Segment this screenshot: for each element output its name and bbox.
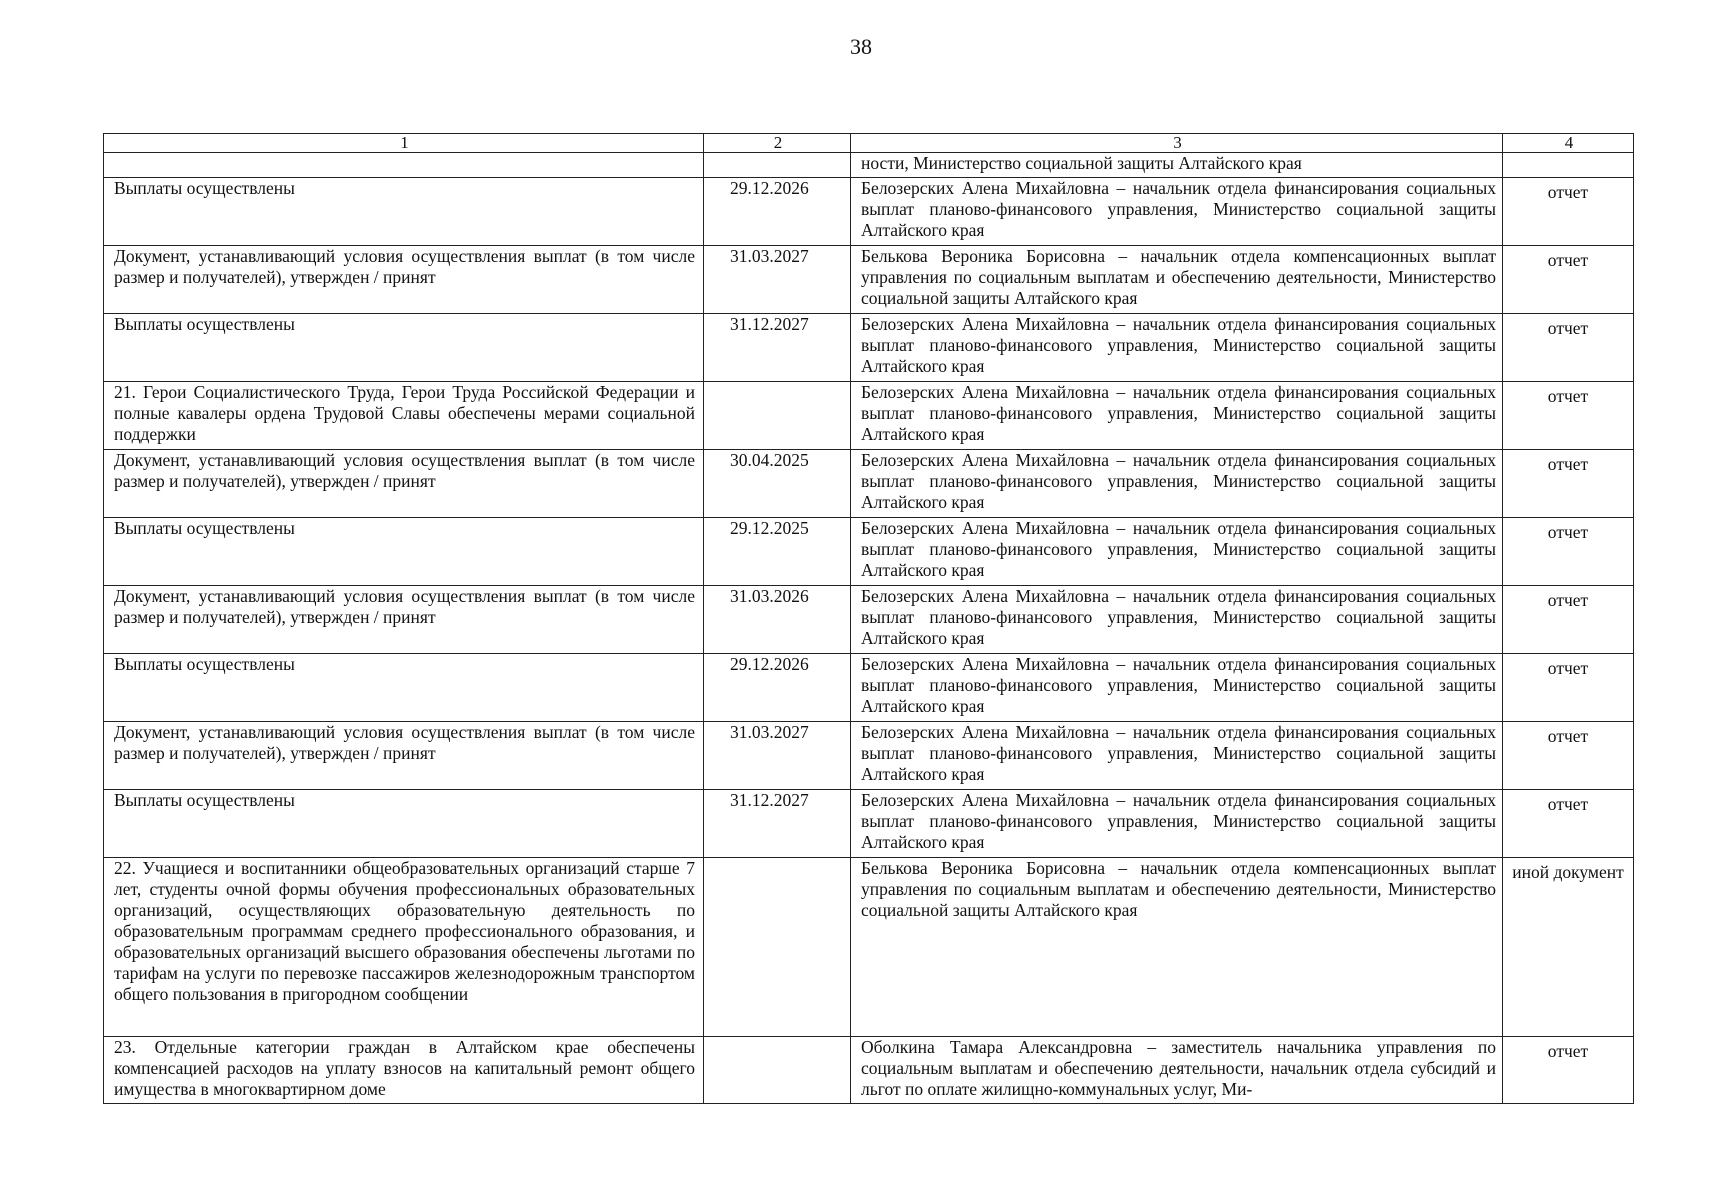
responsible-cell: Белозерских Алена Михайловна – начальник отдела финансирования социальных выплат планово-финансового управления, Министерство социальной защиты Алтайского края xyxy=(851,722,1503,790)
table-row xyxy=(104,790,1634,858)
date-cell xyxy=(704,382,851,450)
date-cell: 29.12.2025 xyxy=(704,518,851,586)
responsible-cell: Белозерских Алена Михайловна – начальник отдела финансирования социальных выплат планово-финансового управления, Министерство социальной защиты Алтайского края xyxy=(851,790,1503,858)
document-type-cell: отчет xyxy=(1503,382,1634,450)
section-title-cell: 23. Отдельные категории граждан в Алтайском крае обеспечены компенсацией расходов на уплату взносов на капитальный ремонт общего имущества в многоквартирном доме xyxy=(104,1037,704,1104)
task-cell: Выплаты осуществлены xyxy=(104,518,704,586)
column-number: 2 xyxy=(704,134,851,153)
date-cell: 31.03.2027 xyxy=(704,246,851,314)
table-row xyxy=(104,314,1634,382)
table-row xyxy=(104,450,1634,518)
date-cell xyxy=(704,858,851,1037)
document-type-cell: отчет xyxy=(1503,654,1634,722)
table-row xyxy=(104,518,1634,586)
document-type-cell xyxy=(1503,153,1634,178)
date-cell: 29.12.2026 xyxy=(704,178,851,246)
task-cell: Документ, устанавливающий условия осуществления выплат (в том числе размер и получателей), утвержден / принят xyxy=(104,450,704,518)
table-row xyxy=(104,654,1634,722)
document-type-cell: иной документ xyxy=(1503,858,1634,1037)
section-row xyxy=(104,382,1634,450)
document-type-cell: отчет xyxy=(1503,722,1634,790)
task-cell: Выплаты осуществлены xyxy=(104,790,704,858)
responsible-cell: Белозерских Алена Михайловна – начальник отдела финансирования социальных выплат планово-финансового управления, Министерство социальной защиты Алтайского края xyxy=(851,178,1503,246)
section-row xyxy=(104,1037,1634,1104)
column-number: 3 xyxy=(851,134,1503,153)
document-type-cell: отчет xyxy=(1503,790,1634,858)
responsible-cell: Белозерских Алена Михайловна – начальник отдела финансирования социальных выплат планово-финансового управления, Министерство социальной защиты Алтайского края xyxy=(851,450,1503,518)
document-type-cell: отчет xyxy=(1503,314,1634,382)
date-cell xyxy=(704,1037,851,1104)
responsible-cell: Белозерских Алена Михайловна – начальник отдела финансирования социальных выплат планово-финансового управления, Министерство социальной защиты Алтайского края xyxy=(851,518,1503,586)
task-cell xyxy=(104,153,704,178)
table-row xyxy=(104,722,1634,790)
document-type-cell: отчет xyxy=(1503,518,1634,586)
task-cell: Документ, устанавливающий условия осуществления выплат (в том числе размер и получателей), утвержден / принят xyxy=(104,246,704,314)
table-row xyxy=(104,246,1634,314)
responsible-cell: Белькова Вероника Борисовна – начальник отдела компенсационных выплат управления по социальным выплатам и обеспечению деятельности, Министерство социальной защиты Алтайского края xyxy=(851,858,1503,1037)
page-number: 38 xyxy=(850,34,872,59)
measures-table xyxy=(103,133,1634,1104)
responsible-cell: ности, Министерство социальной защиты Алтайского края xyxy=(851,153,1503,178)
table-row xyxy=(104,178,1634,246)
document-type-cell: отчет xyxy=(1503,450,1634,518)
column-number: 4 xyxy=(1503,134,1634,153)
table-row xyxy=(104,586,1634,654)
document-type-cell: отчет xyxy=(1503,178,1634,246)
date-cell: 31.03.2026 xyxy=(704,586,851,654)
date-cell: 30.04.2025 xyxy=(704,450,851,518)
task-cell: Выплаты осуществлены xyxy=(104,178,704,246)
table-row xyxy=(104,153,1634,178)
responsible-cell: Белозерских Алена Михайловна – начальник отдела финансирования социальных выплат планово-финансового управления, Министерство социальной защиты Алтайского края xyxy=(851,586,1503,654)
document-type-cell: отчет xyxy=(1503,1037,1634,1104)
task-cell: Выплаты осуществлены xyxy=(104,654,704,722)
task-cell: Выплаты осуществлены xyxy=(104,314,704,382)
section-title-cell: 21. Герои Социалистического Труда, Герои Труда Российской Федерации и полные кавалеры ордена Трудовой Славы обеспечены мерами социальной поддержки xyxy=(104,382,704,450)
date-cell: 31.12.2027 xyxy=(704,314,851,382)
responsible-cell: Белозерских Алена Михайловна – начальник отдела финансирования социальных выплат планово-финансового управления, Министерство социальной защиты Алтайского края xyxy=(851,654,1503,722)
column-number: 1 xyxy=(104,134,704,153)
responsible-cell: Белозерских Алена Михайловна – начальник отдела финансирования социальных выплат планово-финансового управления, Министерство социальной защиты Алтайского края xyxy=(851,314,1503,382)
section-title-cell: 22. Учащиеся и воспитанники общеобразовательных организаций старше 7 лет, студенты очной формы обучения профессиональных образовательных организаций, осуществляющих образовательную деятельность по образовательным программам среднего профессионального образования, и образовательных организаций высшего образования обеспечены льготами по тарифам на услуги по перевозке пассажиров железнодорожным транспортом общего пользования в пригородном сообщении xyxy=(104,858,704,1037)
task-cell: Документ, устанавливающий условия осуществления выплат (в том числе размер и получателей), утвержден / принят xyxy=(104,722,704,790)
document-type-cell: отчет xyxy=(1503,246,1634,314)
column-number-row xyxy=(104,134,1634,153)
task-cell: Документ, устанавливающий условия осуществления выплат (в том числе размер и получателей), утвержден / принят xyxy=(104,586,704,654)
section-row xyxy=(104,858,1634,1037)
responsible-cell: Оболкина Тамара Александровна – заместитель начальника управления по социальным выплатам и обеспечению деятельности, начальник отдела субсидий и льгот по оплате жилищно-коммунальных услуг, Ми- xyxy=(851,1037,1503,1104)
date-cell: 31.03.2027 xyxy=(704,722,851,790)
date-cell xyxy=(704,153,851,178)
date-cell: 31.12.2027 xyxy=(704,790,851,858)
responsible-cell: Белькова Вероника Борисовна – начальник отдела компенсационных выплат управления по социальным выплатам и обеспечению деятельности, Министерство социальной защиты Алтайского края xyxy=(851,246,1503,314)
date-cell: 29.12.2026 xyxy=(704,654,851,722)
responsible-cell: Белозерских Алена Михайловна – начальник отдела финансирования социальных выплат планово-финансового управления, Министерство социальной защиты Алтайского края xyxy=(851,382,1503,450)
document-type-cell: отчет xyxy=(1503,586,1634,654)
